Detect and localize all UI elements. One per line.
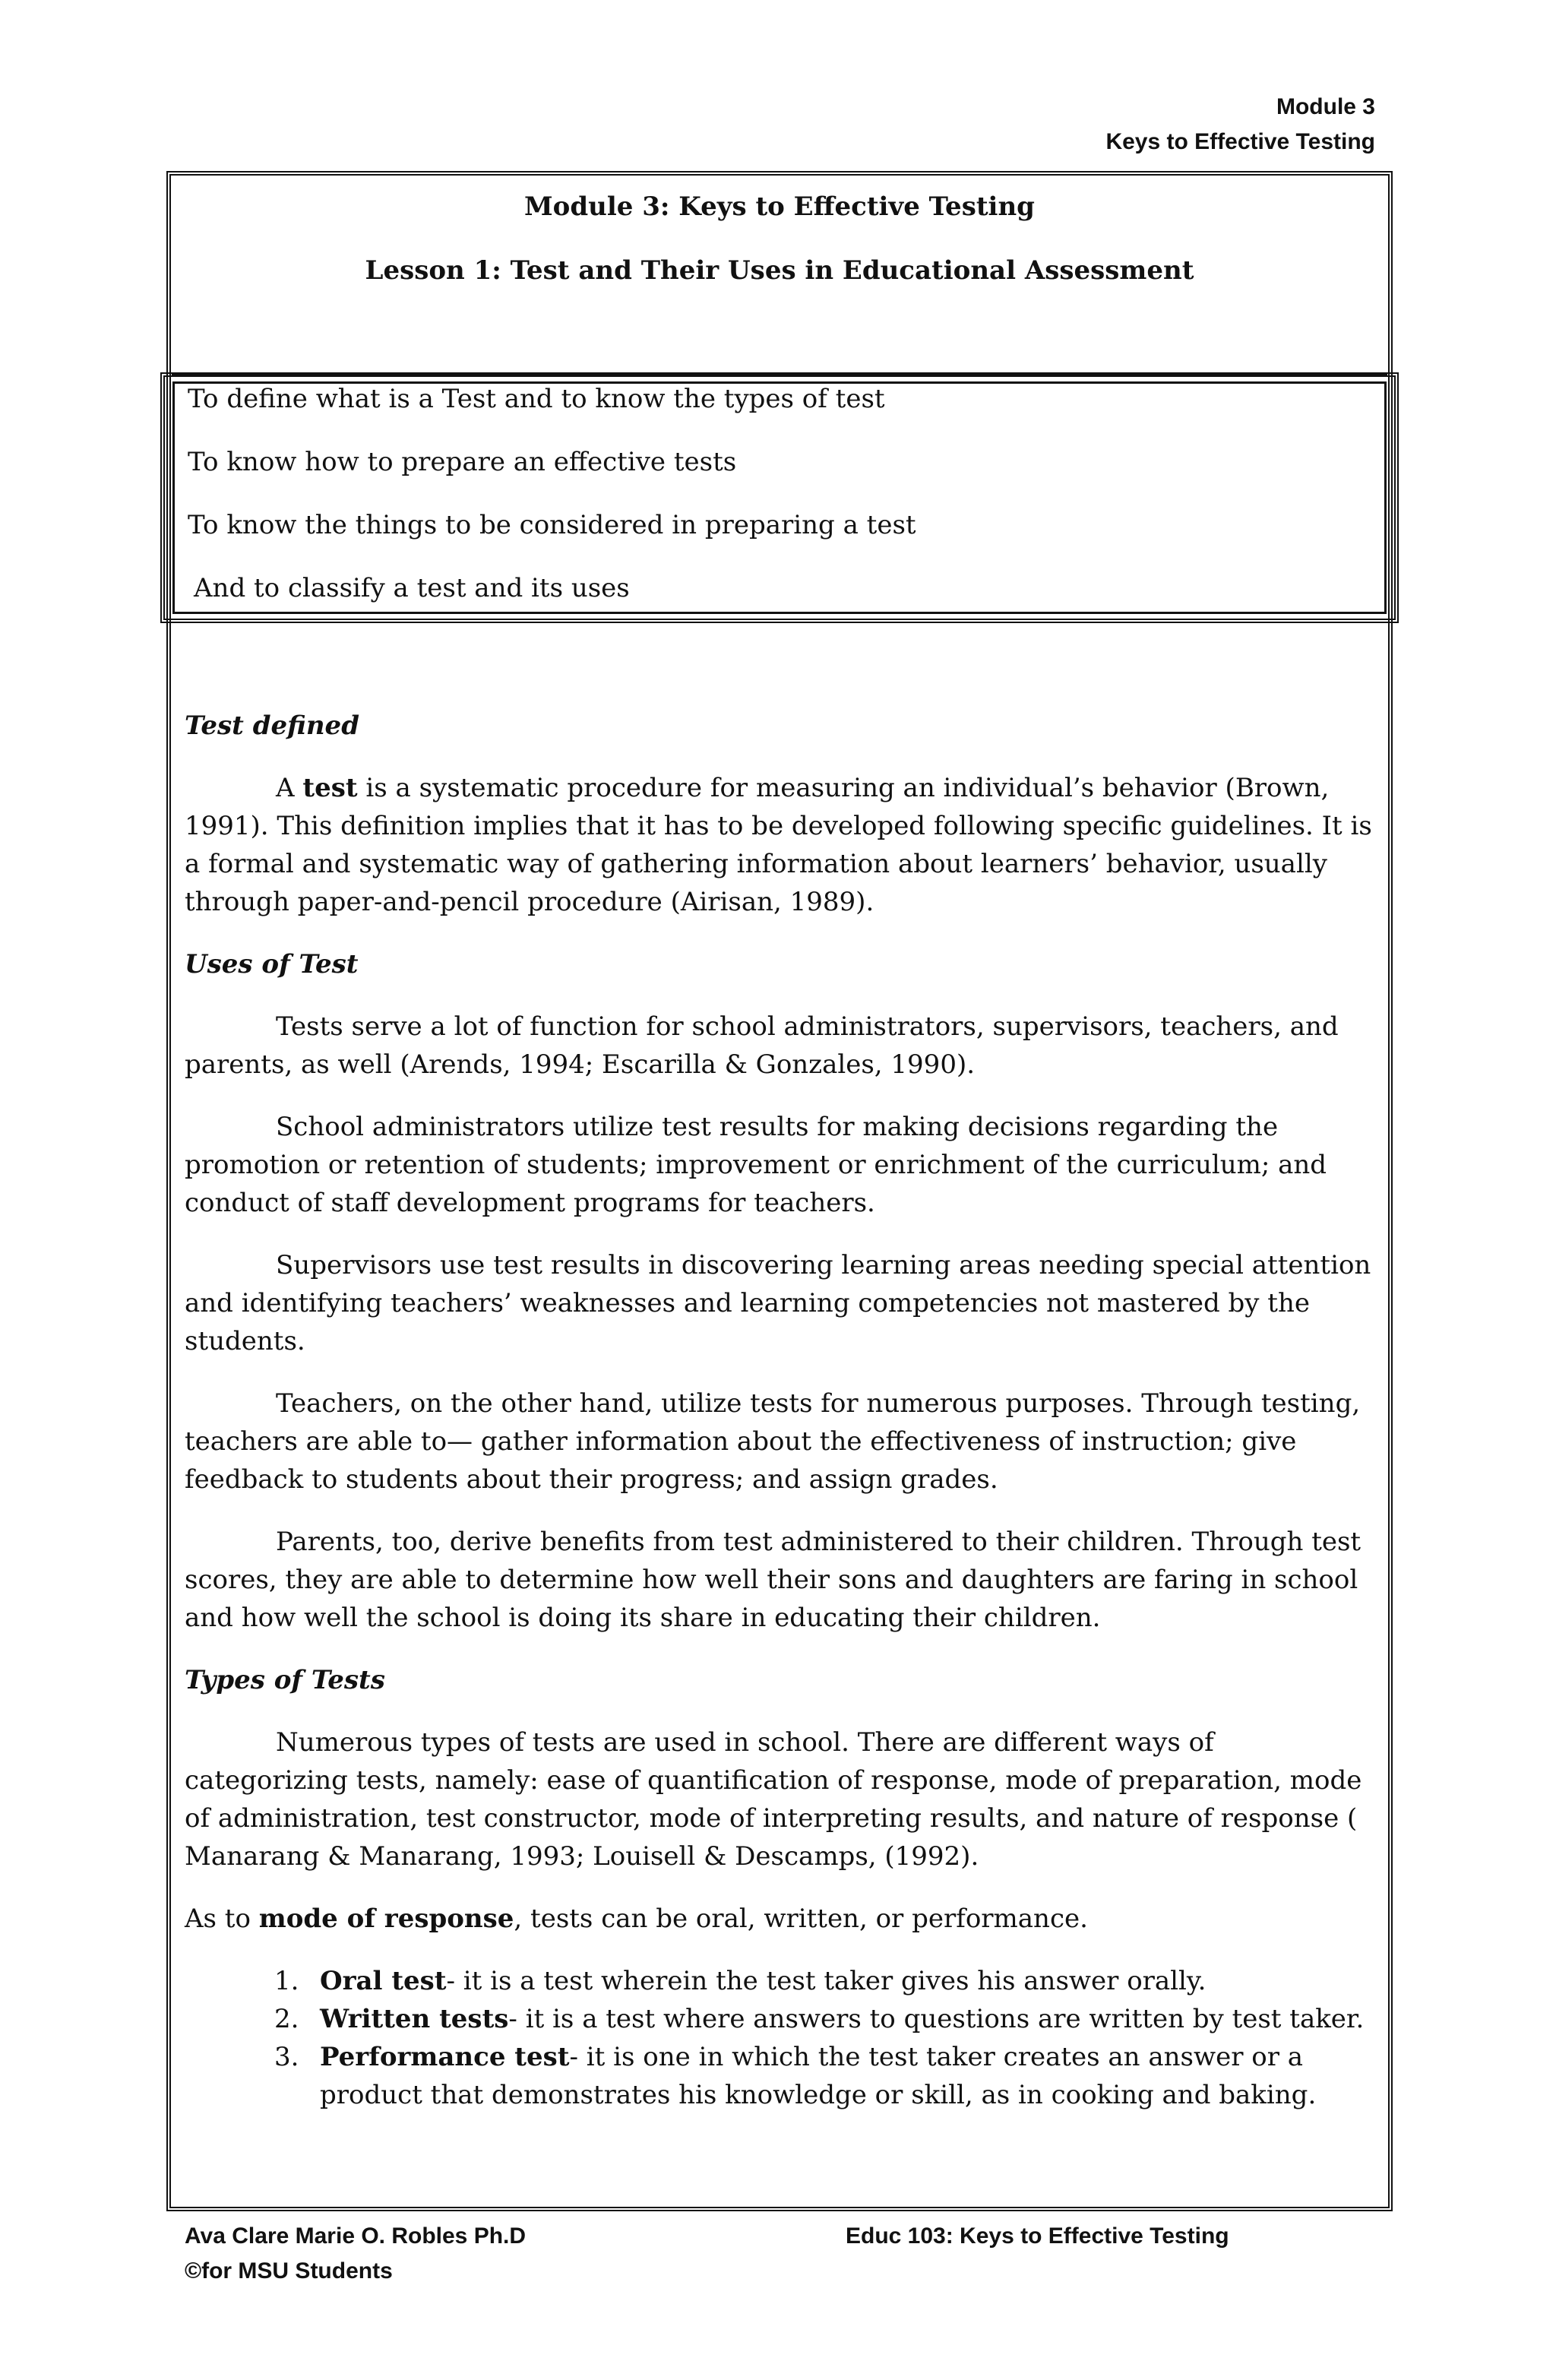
bold-term-mode: mode of response [258,1904,514,1934]
objectives-box [160,372,1399,623]
footer-author: Ava Clare Marie O. Robles Ph.D [185,2223,527,2249]
paragraph: Numerous types of tests are used in school. There are different ways of categorizing tests, namely: ease of quantification of response, mode of preparation, mode of administration, test constructor, mode of interpreting results, and nature of response ( Manarang & Manarang, 1993; Louisell & Descamps, (1992). [185,1727,1362,1872]
paragraph: Teachers, on the other hand, utilize tests for numerous purposes. Through testing, teachers are able to— gather information about the effectiveness of instruction; give feedback to students about their progress; and assign grades. [185,1388,1361,1495]
paragraph: School administrators utilize test results for making decisions regarding the promotion or retention of students; improvement or enrichment of the curriculum; and conduct of staff development programs for teachers. [185,1112,1327,1218]
footer-left [185,2219,526,2289]
lesson-title: Lesson 1: Test and Their Uses in Educational Assessment [365,255,1194,286]
objective-item: To define what is a Test and to know the types of test [188,384,885,414]
header-subtitle: Keys to Effective Testing [1105,129,1375,154]
list-item: 2. Written tests- it is a test where answers to questions are written by test taker. [274,2004,1365,2034]
paragraph: Tests serve a lot of function for school administrators, supervisors, teachers, and parents, as well (Arends, 1994; Escarilla & Gonzales, 1990). [185,1011,1339,1080]
paragraph-mode-of-response: As to mode of response, tests can be oral, written, or performance. [185,1904,1088,1934]
objective-item: To know how to prepare an effective tests [188,447,737,477]
footer-course: Educ 103: Keys to Effective Testing [846,2223,1229,2249]
section-heading-types: Types of Tests [185,1665,385,1695]
paragraph-test-definition: A test is a systematic procedure for measuring an individual’s behavior (Brown, 1991). This definition implies that it has to be developed following specific guidelines. It is a formal and systematic way of gathering information about learners’ behavior, usually through paper-and-pencil procedure (Airisan, 1989). [185,773,1372,917]
section-heading-test-defined: Test defined [185,711,359,741]
test-types-list [185,1962,1377,2114]
objective-item: And to classify a test and its uses [194,573,630,603]
section-heading-uses: Uses of Test [185,949,359,980]
paragraph: Supervisors use test results in discovering learning areas needing special attention and identifying teachers’ weaknesses and learning competencies not mastered by the students. [185,1250,1371,1356]
lesson-content [185,707,1377,2114]
objective-item: To know the things to be considered in preparing a test [188,510,916,540]
list-item: 3. Performance test- it is one in which the test taker creates an answer or a product that demonstrates his knowledge or skill, as in cooking and baking. [274,2042,1317,2110]
running-header [1105,90,1375,160]
paragraph: Parents, too, derive benefits from test administered to their children. Through test scores, they are able to determine how well their sons and daughters are faring in school and how well the school is doing its share in educating their children. [185,1527,1362,1633]
header-module: Module 3 [1276,94,1375,119]
footer-copyright: ©for MSU Students [185,2258,393,2283]
list-item: 1. Oral test- it is a test wherein the test taker gives his answer orally. [274,1966,1207,1996]
module-title: Module 3: Keys to Effective Testing [524,191,1035,222]
bold-term-test: test [302,773,358,803]
title-box [172,176,1387,375]
